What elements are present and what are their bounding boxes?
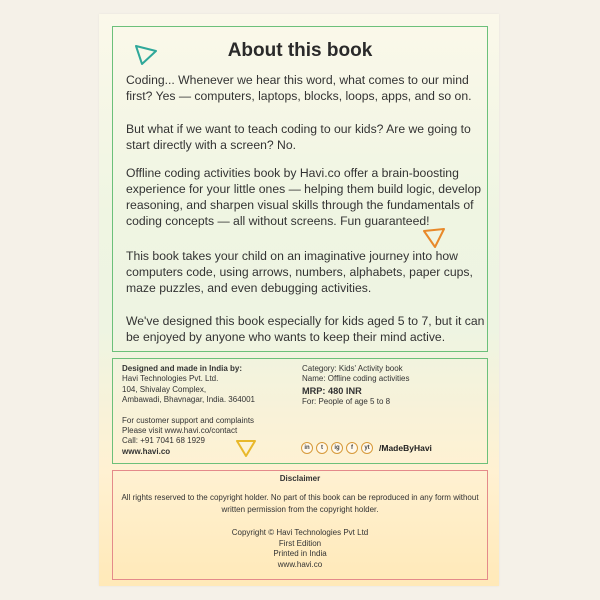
phone-number: Call: +91 7041 68 1929 bbox=[122, 436, 205, 446]
address-line-1: 104, Shivalay Complex, bbox=[122, 384, 207, 394]
about-title: About this book bbox=[227, 40, 373, 61]
copyright-line: Copyright © Havi Technologies Pvt Ltd bbox=[231, 528, 369, 537]
linkedin-icon: in bbox=[301, 442, 313, 454]
about-paragraph-1: Coding... Whenever we hear this word, what comes to our mind first? Yes — computers, laptops, blocks, loops, apps, and so on. bbox=[126, 73, 472, 103]
printed-line: Printed in India bbox=[273, 549, 327, 558]
mrp-price: MRP: 480 INR bbox=[302, 385, 362, 396]
address-line-2: Ambawadi, Bhavnagar, India. 364001 bbox=[122, 395, 255, 405]
designed-heading: Designed and made in India by: bbox=[122, 364, 243, 373]
website-link: www.havi.co bbox=[122, 446, 171, 456]
company-name: Havi Technologies Pvt. Ltd. bbox=[122, 374, 219, 384]
disclaimer-text: All rights reserved to the copyright holder. No part of this book can be reproduced in any form without written permission from the copyright holder. bbox=[121, 493, 479, 514]
product-name-line: Name: Offline coding activities bbox=[302, 374, 410, 384]
disclaimer-title: Disclaimer bbox=[279, 474, 321, 483]
edition-line: First Edition bbox=[278, 538, 322, 548]
instagram-icon: ig bbox=[331, 442, 343, 454]
twitter-icon: t bbox=[316, 442, 328, 454]
support-line: For customer support and complaints bbox=[122, 415, 255, 425]
orange-triangle-icon bbox=[421, 226, 447, 250]
publication-details bbox=[112, 528, 488, 570]
category-line: Category: Kids' Activity book bbox=[302, 364, 403, 373]
social-icons bbox=[301, 441, 432, 455]
product-info bbox=[302, 364, 482, 407]
about-paragraph-2: But what if we want to teach coding to our kids? Are we going to start directly with a screen? No. bbox=[126, 122, 471, 152]
manufacturer-info bbox=[122, 364, 292, 457]
youtube-icon: yt bbox=[361, 442, 373, 454]
about-paragraph-5: We've designed this book especially for kids aged 5 to 7, but it can be enjoyed by anyone who wants to keep their mind active. bbox=[126, 314, 485, 344]
age-line: For: People of age 5 to 8 bbox=[302, 396, 391, 406]
contact-link: Please visit www.havi.co/contact bbox=[122, 426, 238, 436]
disclaimer-website: www.havi.co bbox=[277, 559, 323, 569]
about-paragraph-3: Offline coding activities book by Havi.co offer a brain-boosting experience for your little ones — helping them build logic, develop reasoning, and sharpen visual skills through the fundamentals of coding concepts — all without screens. Fun guaranteed! bbox=[126, 166, 481, 228]
yellow-triangle-icon bbox=[235, 438, 257, 458]
about-paragraph-4: This book takes your child on an imaginative journey into how computers code, using arrows, numbers, alphabets, paper cups, maze puzzles, and even debugging activities. bbox=[126, 249, 473, 295]
facebook-icon: f bbox=[346, 442, 358, 454]
hashtag-handle: /MadeByHavi bbox=[379, 443, 432, 453]
